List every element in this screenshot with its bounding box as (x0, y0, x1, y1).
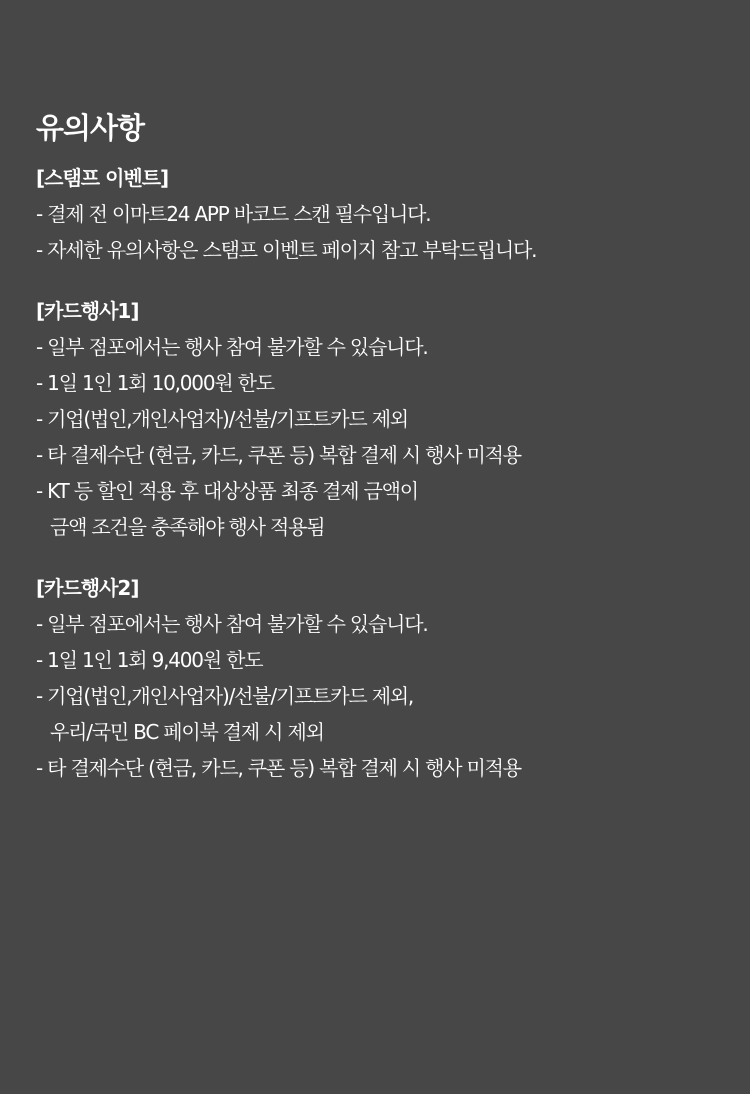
notice-title: 유의사항 (36, 111, 145, 145)
notice-line: - 1일 1인 1회 10,000원 한도 (36, 371, 274, 395)
notice-line: - 기업(법인,개인사업자)/선불/기프트카드 제외, (36, 684, 414, 708)
section-heading: [스탬프 이벤트] (36, 166, 169, 190)
section-card-event-1 (36, 293, 750, 545)
notice-line: - 자세한 유의사항은 스탬프 이벤트 페이지 참고 부탁드립니다. (36, 238, 537, 262)
notice-line-continuation: 우리/국민 BC 페이북 결제 시 제외 (50, 720, 324, 744)
section-card-event-2 (36, 570, 750, 786)
notice-line: - 1일 1인 1회 9,400원 한도 (36, 648, 263, 672)
section-heading: [카드행사2] (36, 576, 139, 600)
notice-line-continuation: 금액 조건을 충족해야 행사 적용됨 (50, 515, 325, 539)
notice-line: - KT 등 할인 적용 후 대상상품 최종 결제 금액이 (36, 479, 418, 503)
notice-line: - 일부 점포에서는 행사 참여 불가할 수 있습니다. (36, 612, 428, 636)
notice-line: - 타 결제수단 (현금, 카드, 쿠폰 등) 복합 결제 시 행사 미적용 (36, 756, 521, 780)
notice-line: - 일부 점포에서는 행사 참여 불가할 수 있습니다. (36, 335, 428, 359)
section-heading: [카드행사1] (36, 299, 139, 323)
notice-line: - 기업(법인,개인사업자)/선불/기프트카드 제외 (36, 407, 408, 431)
notice-line: - 결제 전 이마트24 APP 바코드 스캔 필수입니다. (36, 202, 431, 226)
notice-line: - 타 결제수단 (현금, 카드, 쿠폰 등) 복합 결제 시 행사 미적용 (36, 443, 521, 467)
section-stamp-event (36, 160, 750, 268)
